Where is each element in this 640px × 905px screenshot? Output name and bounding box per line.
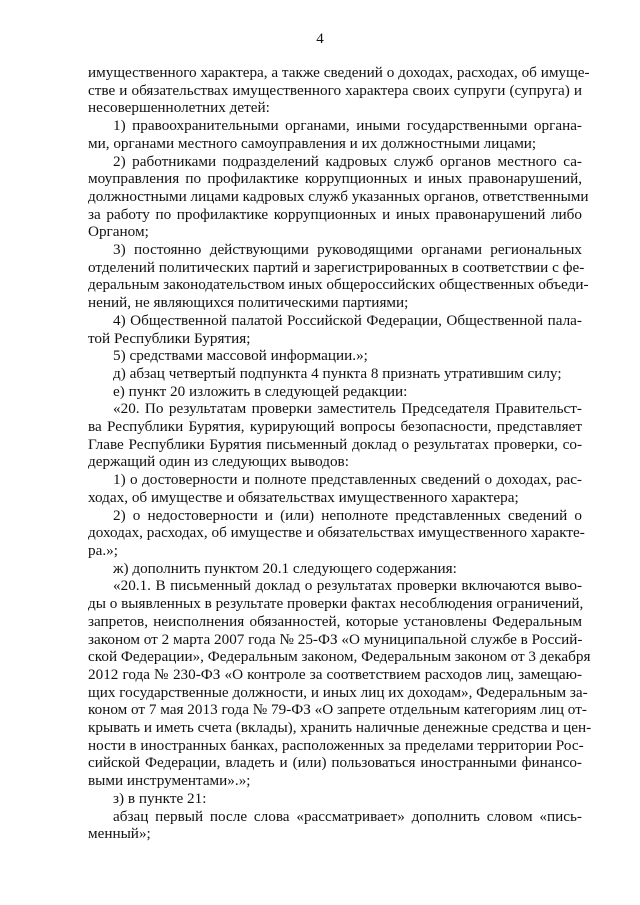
text-line: Главе Республики Бурятия письменный доклад о результатах проверки, со- <box>88 435 582 453</box>
text-line: 4) Общественной палатой Российской Федерации, Общественной пала- <box>113 311 582 329</box>
text-line: доходах, расходах, об имуществе и обязательствах имущественного характе- <box>88 524 585 542</box>
text-line: нений, не являющихся политическими партиями; <box>88 294 409 312</box>
text-line: 2) работниками подразделений кадровых служб органов местного са- <box>113 152 582 170</box>
text-line: ской Федерации», Федеральным законом, Федеральным законом от 3 декабря <box>88 648 591 666</box>
text-line: ды о выявленных в результате проверки фактах несоблюдения ограничений, <box>88 595 584 613</box>
text-line: деральным законодательством иных общероссийских общественных объеди- <box>88 276 589 294</box>
text-line: той Республики Бурятия; <box>88 329 251 347</box>
text-line: Органом; <box>88 223 149 241</box>
text-line: несовершеннолетних детей: <box>88 99 270 117</box>
text-line: 3) постоянно действующими руководящими органами региональных <box>113 241 582 259</box>
text-line: сийской Федерации, владеть и (или) пользоваться иностранными финансо- <box>88 754 582 772</box>
text-line: д) абзац четвертый подпункта 4 пункта 8 признать утратившим силу; <box>113 364 562 382</box>
text-line: должностными лицами кадровых служб указанных органов, ответственными <box>88 187 589 205</box>
text-line: запретов, неисполнения обязанностей, которые установлены Федеральным <box>88 612 582 630</box>
text-line: моуправления по профилактике коррупционных и иных правонарушений, <box>88 170 582 188</box>
text-line: «20. По результатам проверки заместитель Председателя Правительст- <box>113 400 582 418</box>
text-line: 2) о недостоверности и (или) неполноте представленных сведений о <box>113 506 582 524</box>
text-line: коном от 7 мая 2013 года № 79-ФЗ «О запрете отдельным категориям лиц от- <box>88 701 587 719</box>
text-line: 2012 года № 230-ФЗ «О контроле за соответствием расходов лиц, замещаю- <box>88 665 582 683</box>
text-line: крывать и иметь счета (вклады), хранить наличные денежные средства и цен- <box>88 719 592 737</box>
text-line: 5) средствами массовой информации.»; <box>113 347 368 365</box>
text-line: стве и обязательствах имущественного характера своих супруги (супруга) и <box>88 81 582 99</box>
text-line: держащий один из следующих выводов: <box>88 453 349 471</box>
text-line: абзац первый после слова «рассматривает» дополнить словом «пись- <box>113 807 582 825</box>
page-number: 4 <box>316 31 324 47</box>
text-line: имущественного характера, а также сведений о доходах, расходах, об имуще- <box>88 64 590 81</box>
text-line: за работу по профилактике коррупционных и иных правонарушений либо <box>88 205 582 223</box>
document-body <box>88 64 592 843</box>
text-line: ж) дополнить пунктом 20.1 следующего содержания: <box>113 559 457 577</box>
text-line: 1) о достоверности и полноте представленных сведений о доходах, рас- <box>113 471 582 489</box>
text-line: ва Республики Бурятия, курирующий вопросы безопасности, представляет <box>88 418 582 436</box>
text-line: ходах, об имуществе и обязательствах имущественного характера; <box>88 488 519 506</box>
text-line: щих государственные должности, и иных лиц их доходам», Федеральным за- <box>88 683 588 701</box>
text-line: ра.»; <box>88 541 118 559</box>
text-line: з) в пункте 21: <box>113 789 207 807</box>
text-line: выми инструментами».»; <box>88 772 251 790</box>
text-line: законом от 2 марта 2007 года № 25-ФЗ «О муниципальной службе в Россий- <box>88 630 583 648</box>
text-line: е) пункт 20 изложить в следующей редакции: <box>113 382 408 400</box>
text-line: «20.1. В письменный доклад о результатах проверки включаются выво- <box>113 577 582 595</box>
text-line: ности в иностранных банках, расположенных за пределами территории Рос- <box>88 736 584 754</box>
text-line: ми, органами местного самоуправления и их должностными лицами; <box>88 134 537 152</box>
text-line: отделений политических партий и зарегистрированных в соответствии с фе- <box>88 258 585 276</box>
text-line: 1) правоохранительными органами, иными государственными органа- <box>113 117 582 135</box>
text-line: менный»; <box>88 825 151 843</box>
